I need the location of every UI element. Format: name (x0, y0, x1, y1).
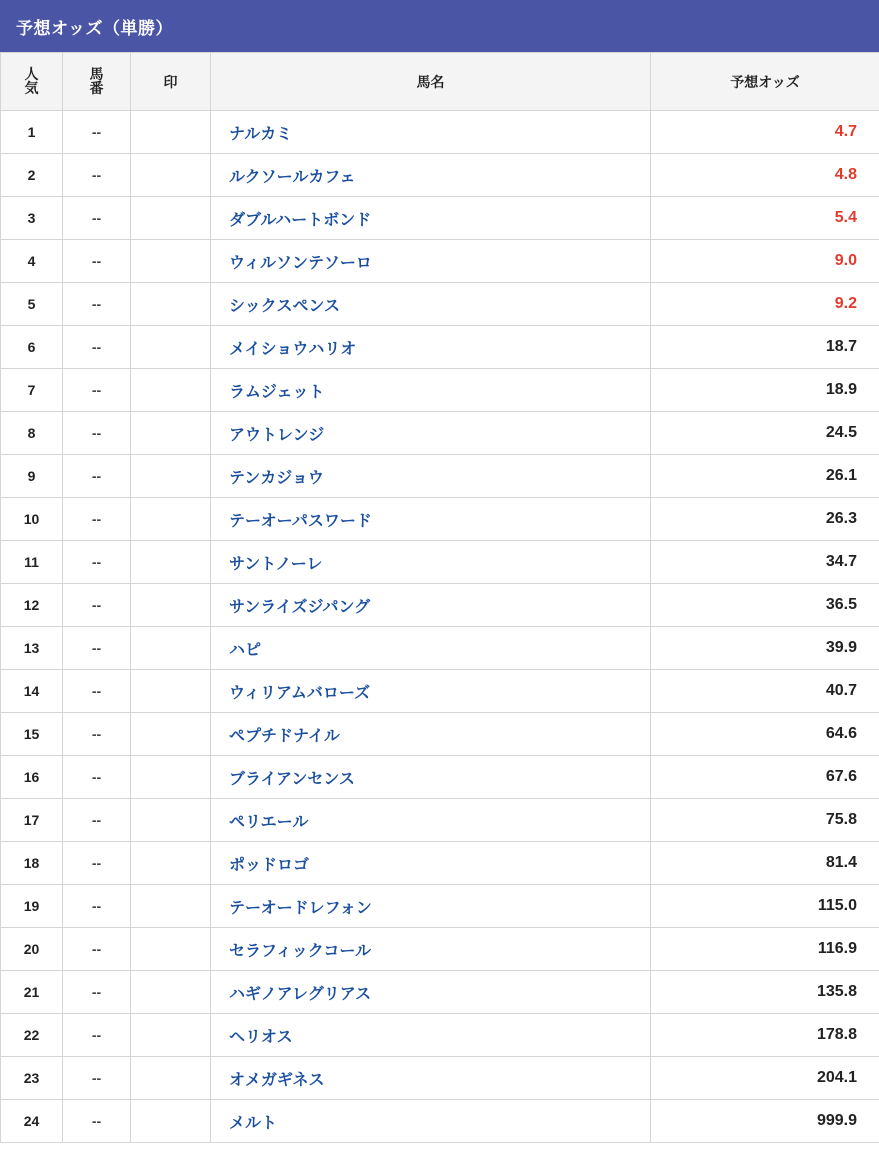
column-header-horse-number (63, 53, 131, 111)
cell-horse-number: -- (63, 197, 131, 240)
cell-odds: 178.8 (651, 1014, 879, 1057)
cell-odds: 39.9 (651, 627, 879, 670)
table-row[interactable] (1, 670, 879, 713)
cell-popularity: 24 (1, 1100, 63, 1143)
cell-popularity: 5 (1, 283, 63, 326)
cell-horse-name[interactable]: メルト (211, 1100, 651, 1143)
cell-horse-name[interactable]: サンライズジパング (211, 584, 651, 627)
cell-horse-number: -- (63, 326, 131, 369)
column-header-popularity (1, 53, 63, 111)
table-row[interactable] (1, 498, 879, 541)
cell-horse-number: -- (63, 670, 131, 713)
cell-popularity: 22 (1, 1014, 63, 1057)
cell-horse-number: -- (63, 498, 131, 541)
cell-horse-name[interactable]: メイショウハリオ (211, 326, 651, 369)
cell-horse-number: -- (63, 756, 131, 799)
panel-title: 予想オッズ（単勝） (0, 0, 879, 52)
cell-odds: 26.1 (651, 455, 879, 498)
cell-popularity: 4 (1, 240, 63, 283)
cell-horse-name[interactable]: ヘリオス (211, 1014, 651, 1057)
cell-mark[interactable] (131, 1014, 211, 1057)
cell-popularity: 17 (1, 799, 63, 842)
cell-horse-number: -- (63, 240, 131, 283)
cell-horse-number: -- (63, 627, 131, 670)
column-header-horse-number-line2: 番 (89, 80, 104, 97)
table-row[interactable] (1, 627, 879, 670)
cell-horse-name[interactable]: ラムジェット (211, 369, 651, 412)
cell-odds: 4.7 (651, 111, 879, 154)
column-header-popularity-line1: 人 (24, 65, 39, 82)
cell-horse-number: -- (63, 842, 131, 885)
table-row[interactable] (1, 283, 879, 326)
table-row[interactable] (1, 885, 879, 928)
cell-horse-name[interactable]: テンカジョウ (211, 455, 651, 498)
cell-mark[interactable] (131, 283, 211, 326)
table-header-row (1, 53, 879, 111)
cell-odds: 18.9 (651, 369, 879, 412)
cell-horse-number: -- (63, 541, 131, 584)
column-header-mark: 印 (131, 53, 211, 111)
cell-horse-name[interactable]: ペリエール (211, 799, 651, 842)
cell-mark[interactable] (131, 369, 211, 412)
cell-popularity: 21 (1, 971, 63, 1014)
cell-mark[interactable] (131, 326, 211, 369)
cell-horse-name[interactable]: ペプチドナイル (211, 713, 651, 756)
column-header-popularity-line2: 気 (24, 80, 39, 97)
table-row[interactable] (1, 1014, 879, 1057)
cell-odds: 26.3 (651, 498, 879, 541)
cell-horse-name[interactable]: ダブルハートボンド (211, 197, 651, 240)
cell-horse-number: -- (63, 799, 131, 842)
cell-odds: 9.2 (651, 283, 879, 326)
cell-horse-name[interactable]: ナルカミ (211, 111, 651, 154)
cell-popularity: 10 (1, 498, 63, 541)
cell-mark[interactable] (131, 885, 211, 928)
cell-horse-number: -- (63, 455, 131, 498)
cell-odds: 40.7 (651, 670, 879, 713)
table-row[interactable] (1, 1100, 879, 1143)
cell-odds: 9.0 (651, 240, 879, 283)
cell-mark[interactable] (131, 197, 211, 240)
cell-horse-name[interactable]: ハピ (211, 627, 651, 670)
table-row[interactable] (1, 455, 879, 498)
cell-popularity: 16 (1, 756, 63, 799)
cell-horse-name[interactable]: ポッドロゴ (211, 842, 651, 885)
cell-mark[interactable] (131, 842, 211, 885)
column-header-horse-number-line1: 馬 (89, 65, 104, 82)
cell-odds: 116.9 (651, 928, 879, 971)
cell-odds: 4.8 (651, 154, 879, 197)
cell-mark[interactable] (131, 498, 211, 541)
cell-popularity: 15 (1, 713, 63, 756)
cell-mark[interactable] (131, 1057, 211, 1100)
cell-mark[interactable] (131, 627, 211, 670)
cell-popularity: 14 (1, 670, 63, 713)
cell-horse-name[interactable]: テーオードレフォン (211, 885, 651, 928)
cell-mark[interactable] (131, 111, 211, 154)
table-row[interactable] (1, 584, 879, 627)
cell-odds: 24.5 (651, 412, 879, 455)
table-row[interactable] (1, 799, 879, 842)
cell-mark[interactable] (131, 154, 211, 197)
cell-horse-number: -- (63, 111, 131, 154)
cell-mark[interactable] (131, 240, 211, 283)
cell-horse-number: -- (63, 1057, 131, 1100)
cell-popularity: 19 (1, 885, 63, 928)
cell-horse-name[interactable]: テーオーパスワード (211, 498, 651, 541)
table-header (1, 53, 879, 111)
cell-mark[interactable] (131, 455, 211, 498)
cell-popularity: 13 (1, 627, 63, 670)
cell-horse-number: -- (63, 1100, 131, 1143)
cell-horse-name[interactable]: セラフィックコール (211, 928, 651, 971)
cell-odds: 204.1 (651, 1057, 879, 1100)
table-row[interactable] (1, 541, 879, 584)
cell-horse-number: -- (63, 1014, 131, 1057)
column-header-odds: 予想オッズ (651, 53, 879, 111)
cell-horse-name[interactable]: シックスペンス (211, 283, 651, 326)
table-row[interactable] (1, 154, 879, 197)
cell-horse-number: -- (63, 584, 131, 627)
cell-popularity: 11 (1, 541, 63, 584)
cell-mark[interactable] (131, 713, 211, 756)
cell-popularity: 7 (1, 369, 63, 412)
cell-horse-name[interactable]: ウィリアムバローズ (211, 670, 651, 713)
cell-odds: 81.4 (651, 842, 879, 885)
cell-popularity: 6 (1, 326, 63, 369)
cell-odds: 34.7 (651, 541, 879, 584)
table-row[interactable] (1, 928, 879, 971)
cell-popularity: 3 (1, 197, 63, 240)
column-header-horse-name: 馬名 (211, 53, 651, 111)
cell-horse-number: -- (63, 713, 131, 756)
predicted-odds-table (0, 52, 879, 1143)
cell-horse-name[interactable]: ハギノアレグリアス (211, 971, 651, 1014)
cell-horse-name[interactable]: ルクソールカフェ (211, 154, 651, 197)
cell-odds: 18.7 (651, 326, 879, 369)
cell-mark[interactable] (131, 971, 211, 1014)
cell-horse-number: -- (63, 154, 131, 197)
cell-horse-name[interactable]: サントノーレ (211, 541, 651, 584)
cell-mark[interactable] (131, 670, 211, 713)
table-row[interactable] (1, 412, 879, 455)
cell-popularity: 18 (1, 842, 63, 885)
cell-horse-number: -- (63, 928, 131, 971)
cell-odds: 5.4 (651, 197, 879, 240)
cell-mark[interactable] (131, 541, 211, 584)
cell-odds: 64.6 (651, 713, 879, 756)
cell-horse-number: -- (63, 971, 131, 1014)
table-row[interactable] (1, 111, 879, 154)
cell-horse-name[interactable]: ウィルソンテソーロ (211, 240, 651, 283)
cell-horse-number: -- (63, 412, 131, 455)
cell-odds: 75.8 (651, 799, 879, 842)
cell-odds: 135.8 (651, 971, 879, 1014)
cell-horse-name[interactable]: オメガギネス (211, 1057, 651, 1100)
cell-popularity: 8 (1, 412, 63, 455)
table-row[interactable] (1, 713, 879, 756)
cell-popularity: 20 (1, 928, 63, 971)
table-row[interactable] (1, 756, 879, 799)
cell-horse-number: -- (63, 885, 131, 928)
cell-popularity: 9 (1, 455, 63, 498)
table-row[interactable] (1, 369, 879, 412)
cell-odds: 999.9 (651, 1100, 879, 1143)
table-row[interactable] (1, 971, 879, 1014)
cell-odds: 36.5 (651, 584, 879, 627)
table-row[interactable] (1, 197, 879, 240)
cell-mark[interactable] (131, 756, 211, 799)
cell-horse-name[interactable]: アウトレンジ (211, 412, 651, 455)
cell-odds: 67.6 (651, 756, 879, 799)
cell-horse-name[interactable]: ブライアンセンス (211, 756, 651, 799)
table-row[interactable] (1, 326, 879, 369)
table-row[interactable] (1, 842, 879, 885)
cell-popularity: 12 (1, 584, 63, 627)
cell-popularity: 1 (1, 111, 63, 154)
table-row[interactable] (1, 1057, 879, 1100)
cell-mark[interactable] (131, 584, 211, 627)
cell-popularity: 23 (1, 1057, 63, 1100)
cell-odds: 115.0 (651, 885, 879, 928)
table-row[interactable] (1, 240, 879, 283)
cell-popularity: 2 (1, 154, 63, 197)
cell-mark[interactable] (131, 799, 211, 842)
cell-mark[interactable] (131, 412, 211, 455)
cell-mark[interactable] (131, 1100, 211, 1143)
table-body (1, 111, 879, 1143)
cell-horse-number: -- (63, 283, 131, 326)
cell-mark[interactable] (131, 928, 211, 971)
cell-horse-number: -- (63, 369, 131, 412)
